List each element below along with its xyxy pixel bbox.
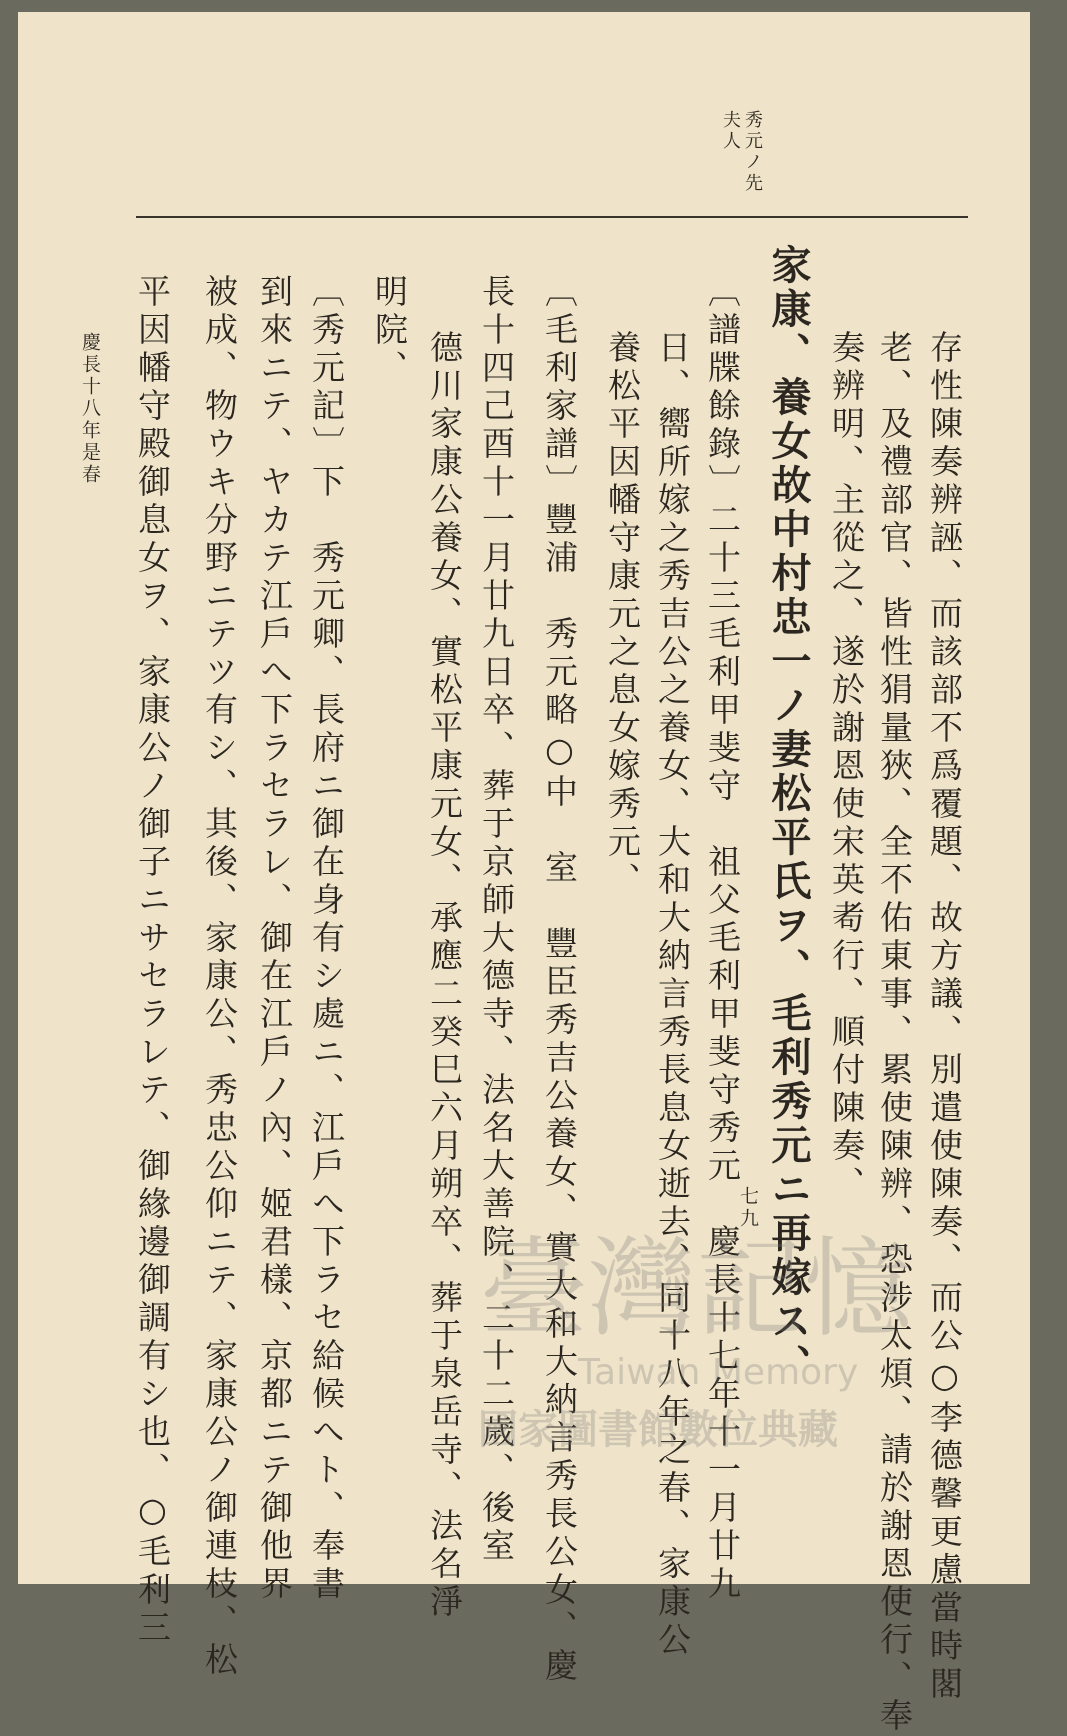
- margin-note-line-1: 秀元ノ先: [742, 110, 763, 194]
- text-column-6: 日、嚮所嫁之秀吉公之養女、大和大納言秀長息女逝去、同十八年之春、家康公: [653, 330, 692, 1660]
- watermark-subtitle: Taiwan Memory: [578, 1352, 859, 1393]
- margin-note-line-2: 夫人: [720, 110, 741, 152]
- header-rule: [136, 216, 968, 218]
- text-column-9: 長十四己酉十一月廿九日卒、葬于京師大德寺、法名大善院、二十二歲、後室: [477, 274, 516, 1566]
- text-column-13: 到來ニテ、ヤカテ江戶へ下ラセラレ、御在江戶ノ內、姬君樣、京都ニテ御他界: [255, 274, 294, 1604]
- text-column-5: 〔譜牒餘錄〕二十三毛利甲斐守 祖父毛利甲斐守秀元 慶長十七年十一月廿九: [703, 274, 742, 1604]
- running-head: 慶長十八年是春: [79, 332, 101, 486]
- page-number: 七九: [737, 1186, 759, 1230]
- text-column-11: 明院、: [370, 274, 409, 388]
- text-column-12: 〔秀元記〕下 秀元卿、長府ニ御在身有シ處ニ、江戶へ下ラセ給候へト、奉書: [307, 274, 346, 1604]
- text-column-10: 德川家康公養女、實松平康元女、承應二癸巳六月朔卒、葬于泉岳寺、法名淨: [425, 330, 464, 1622]
- document-page: [18, 12, 1030, 1736]
- watermark-org: 國家圖書館數位典藏: [478, 1407, 838, 1453]
- text-column-14: 被成、物ウキ分野ニテツ有シ、其後、家康公、秀忠公仰ニテ、家康公ノ御連枝、松: [200, 274, 239, 1680]
- text-column-1: 存性陳奏辨誣、而該部不爲覆題、故方議、別遣使陳奏、而公○李德馨更慮當時閣: [925, 330, 964, 1704]
- text-column-2: 老、及禮部官、皆性狷量狹、全不佑東事、累使陳辨、恐涉太煩、請於謝恩使行、奉: [875, 330, 914, 1736]
- text-column-15: 平因幡守殿御息女ヲ、家康公ノ御子ニサセラレテ、御緣邊御調有シ也、○毛利三: [133, 274, 172, 1648]
- text-column-3: 奏辨明、主從之、遂於謝恩使宋英耇行、順付陳奏、: [827, 330, 866, 1204]
- text-column-8: 〔毛利家譜〕豐浦 秀元略○中 室 豐臣秀吉公養女、實大和大納言秀長公女、慶: [540, 274, 579, 1686]
- entry-heading: 家康、養女故中村忠一ノ妻松平氏ヲ、毛利秀元ニ再嫁ス、: [765, 244, 812, 1388]
- text-column-7: 養松平因幡守康元之息女嫁秀元、: [603, 330, 642, 900]
- watermark-title: 臺灣記憶: [480, 1227, 913, 1352]
